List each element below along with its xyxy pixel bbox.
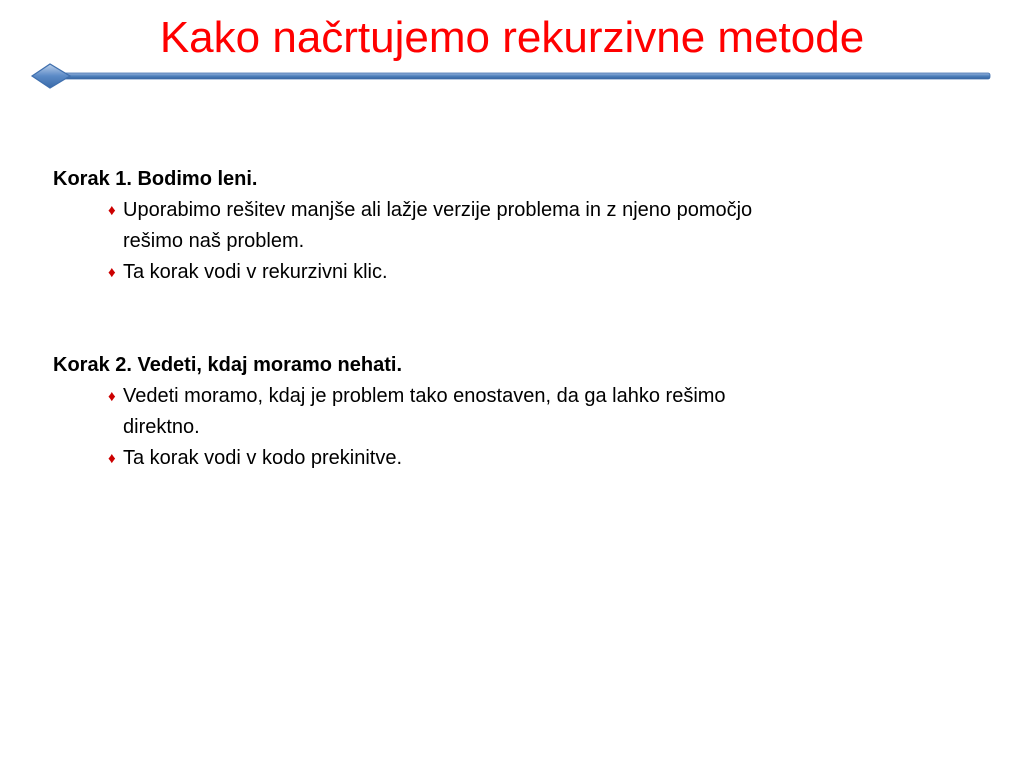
slide-body [53, 164, 753, 474]
step-1-bullet-2 [53, 257, 753, 288]
slide-title: Kako načrtujemo rekurzivne metode [159, 13, 865, 62]
title-divider [30, 62, 992, 92]
diamond-icon: ♦ [108, 388, 116, 405]
diamond-icon: ♦ [108, 450, 116, 467]
divider-diamond-icon [32, 64, 70, 88]
step-1-bullet-2-text: Ta korak vodi v rekurzivni klic. [123, 261, 388, 283]
step-2-bullet-2-text: Ta korak vodi v kodo prekinitve. [123, 447, 403, 469]
step-1-bullet-1-text: Uporabimo rešitev manjše ali lažje verzije problema in z njeno pomočjo rešimo naš problem. [123, 199, 753, 252]
step-1 [53, 164, 753, 288]
step-1-bullet-1 [53, 195, 753, 257]
step-1-heading: Korak 1. Bodimo leni. [53, 168, 258, 190]
step-2-bullet-1 [53, 381, 753, 443]
step-2-bullet-2 [53, 443, 753, 474]
step-2-heading: Korak 2. Vedeti, kdaj moramo nehati. [53, 354, 403, 376]
step-2-bullet-1-text: Vedeti moramo, kdaj je problem tako enostaven, da ga lahko rešimo direktno. [123, 385, 726, 438]
step-2 [53, 350, 753, 474]
diamond-icon: ♦ [108, 264, 116, 281]
diamond-icon: ♦ [108, 202, 116, 219]
